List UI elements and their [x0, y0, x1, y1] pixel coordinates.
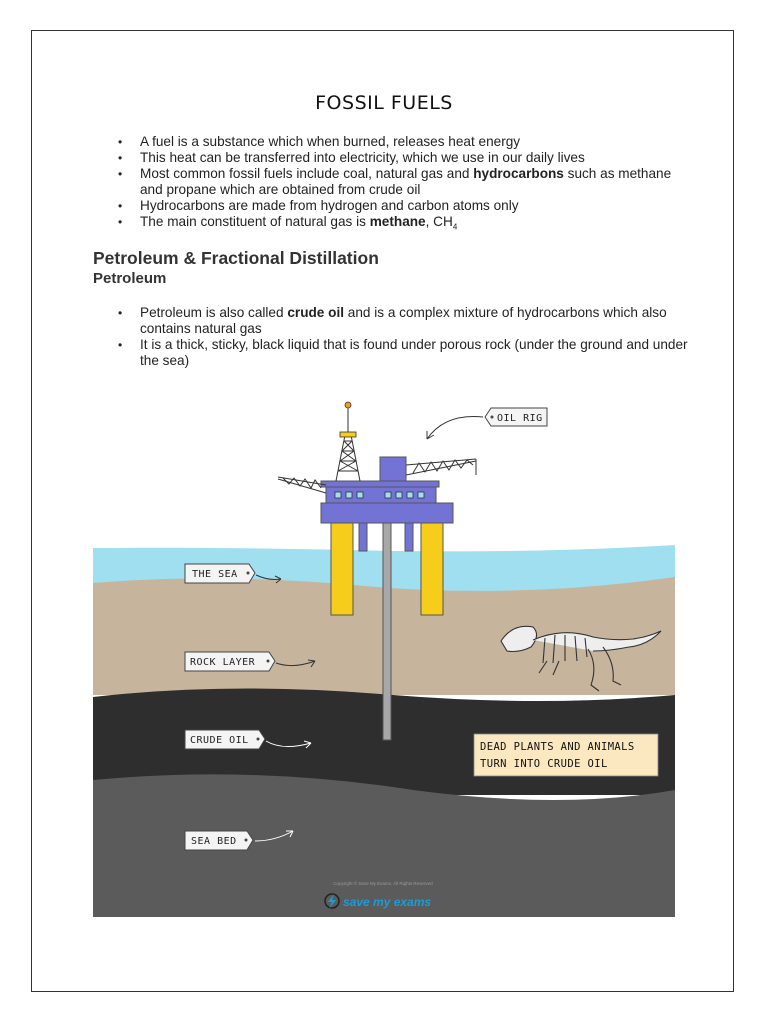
crane-right — [406, 459, 476, 475]
rig-leg-right — [421, 521, 443, 615]
logo-text: save my exams — [343, 895, 432, 909]
oil-rig-diagram — [93, 395, 675, 917]
bullet-text: It is a thick, sticky, black liquid that is found under porous rock (under the ground and under the sea) — [140, 337, 688, 368]
derrick-beacon — [345, 402, 351, 408]
bullet-text: Petroleum is also called — [140, 305, 288, 320]
label-rock-layer-text: ROCK LAYER — [190, 657, 256, 668]
bold-term: methane — [369, 214, 426, 229]
list-item — [118, 337, 698, 369]
subsection-heading: Petroleum — [93, 270, 167, 287]
bullet-text: and is a complex mixture of hydrocarbons which also contains natural gas — [140, 305, 667, 336]
label-crude-oil-text: CRUDE OIL — [190, 735, 249, 746]
list-item — [118, 134, 678, 150]
bullet-text: , CH — [425, 214, 453, 229]
note-box — [474, 734, 658, 776]
derrick-top — [340, 432, 356, 437]
bullet-text: The main constituent of natural gas is — [140, 214, 370, 229]
intro-bullet-list — [118, 134, 678, 236]
list-item — [118, 305, 698, 337]
rig-strut — [405, 521, 413, 551]
bullet-text: A fuel is a substance which when burned, releases heat energy — [140, 134, 521, 149]
crane-left — [278, 477, 326, 493]
drill-pipe — [383, 513, 391, 740]
bold-term: hydrocarbons — [473, 166, 564, 181]
rig-top-deck — [321, 481, 439, 487]
label-sea-text: THE SEA — [192, 569, 238, 580]
derrick-tower — [336, 403, 360, 481]
rig-leg-left — [331, 521, 353, 615]
list-item — [118, 214, 678, 236]
list-item — [118, 150, 678, 166]
rig-platform-base — [321, 503, 453, 523]
list-item — [118, 166, 678, 198]
rig-strut — [359, 521, 367, 551]
bullet-text: Most common fossil fuels include coal, natural gas and — [140, 166, 474, 181]
list-item — [118, 198, 678, 214]
label-sea-bed-text: SEA BED — [191, 836, 237, 847]
section-heading: Petroleum & Fractional Distillation — [93, 248, 379, 268]
note-text-line2: TURN INTO CRUDE OIL — [480, 758, 608, 770]
subscript: 4 — [452, 222, 458, 232]
label-oil-rig-text: OIL RIG — [497, 413, 543, 424]
bullet-text: Hydrocarbons are made from hydrogen and carbon atoms only — [140, 198, 519, 213]
copyright-text: Copyright © Save My Exams. All Rights Reserved — [333, 881, 433, 886]
rig-cabin — [380, 457, 406, 481]
note-text-line1: DEAD PLANTS AND ANIMALS — [480, 741, 635, 753]
bold-term: crude oil — [287, 305, 344, 320]
label-oil-rig — [427, 408, 547, 439]
bullet-text: This heat can be transferred into electricity, which we use in our daily lives — [140, 150, 585, 165]
bullet-text: such as methane and propane which are obtained from crude oil — [140, 166, 672, 197]
page-title: FOSSIL FUELS — [315, 92, 453, 114]
petroleum-bullet-list — [118, 305, 698, 369]
